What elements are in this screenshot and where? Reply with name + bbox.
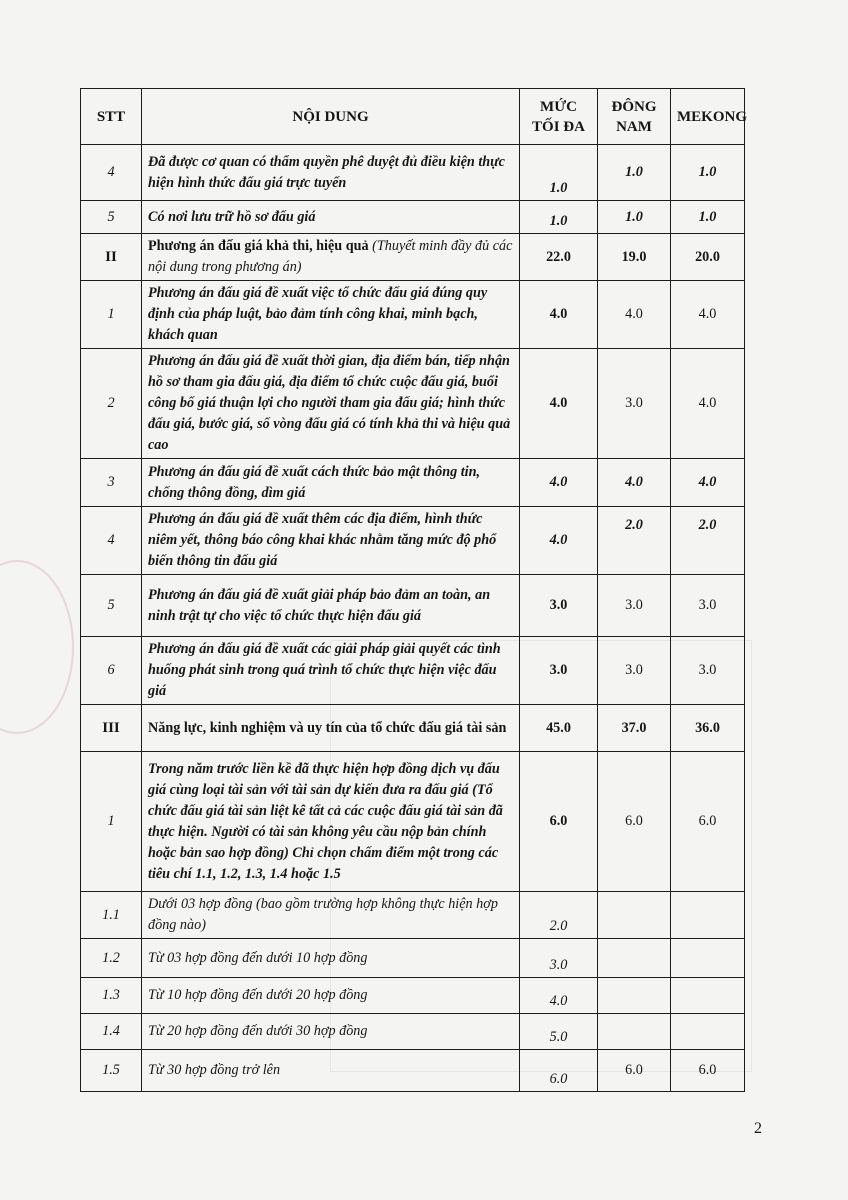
table-row xyxy=(81,459,745,507)
row-content: Có nơi lưu trữ hồ sơ đấu giá xyxy=(142,201,520,234)
row-dongnam: 3.0 xyxy=(598,349,671,459)
row-max: 4.0 xyxy=(520,349,598,459)
table-row xyxy=(81,978,745,1014)
row-stt: 2 xyxy=(81,349,142,459)
row-stt: 1.5 xyxy=(81,1050,142,1092)
row-content: Phương án đấu giá đề xuất thời gian, địa điểm bán, tiếp nhận hồ sơ tham gia đấu giá, địa điểm tổ chức cuộc đấu giá, buổi công bố giá thuận lợi cho người tham gia đấu giá; hình thức đấu giá, bước giá, số vòng đấu giá có tính khả thi và hiệu quả cao xyxy=(142,349,520,459)
row-mekong: 3.0 xyxy=(671,575,745,637)
table-row xyxy=(81,507,745,575)
row-content: Từ 03 hợp đồng đến dưới 10 hợp đồng xyxy=(142,939,520,978)
table-row xyxy=(81,575,745,637)
row-stt: 1 xyxy=(81,281,142,349)
row-mekong: 4.0 xyxy=(671,349,745,459)
row-mekong: 3.0 xyxy=(671,637,745,705)
row-content xyxy=(142,234,520,281)
row-mekong: 6.0 xyxy=(671,1050,745,1092)
row-dongnam: 19.0 xyxy=(598,234,671,281)
row-dongnam: 6.0 xyxy=(598,1050,671,1092)
row-stt: 6 xyxy=(81,637,142,705)
row-max: 5.0 xyxy=(520,1014,598,1050)
row-mekong: 4.0 xyxy=(671,281,745,349)
row-stt: 4 xyxy=(81,507,142,575)
row-stt: 3 xyxy=(81,459,142,507)
section-note: (Thuyết minh đầy đủ các nội dung trong phương án) xyxy=(148,238,513,275)
row-mekong xyxy=(671,1014,745,1050)
row-max: 1.0 xyxy=(520,145,598,201)
table-row xyxy=(81,145,745,201)
header-stt: STT xyxy=(81,89,142,145)
row-stt: II xyxy=(81,234,142,281)
row-max: 45.0 xyxy=(520,705,598,752)
row-stt: III xyxy=(81,705,142,752)
table-row xyxy=(81,752,745,892)
row-content: Từ 20 hợp đồng đến dưới 30 hợp đồng xyxy=(142,1014,520,1050)
row-dongnam: 6.0 xyxy=(598,752,671,892)
row-dongnam: 3.0 xyxy=(598,637,671,705)
row-mekong xyxy=(671,939,745,978)
row-stt: 1.1 xyxy=(81,892,142,939)
header-mekong: MEKONG xyxy=(671,89,745,145)
row-dongnam xyxy=(598,892,671,939)
row-max: 4.0 xyxy=(520,978,598,1014)
row-mekong: 2.0 xyxy=(671,507,745,575)
row-max: 4.0 xyxy=(520,507,598,575)
table-header-row xyxy=(81,89,745,145)
row-dongnam: 1.0 xyxy=(598,201,671,234)
table-row xyxy=(81,939,745,978)
row-max: 3.0 xyxy=(520,637,598,705)
row-mekong xyxy=(671,892,745,939)
row-content: Phương án đấu giá đề xuất giải pháp bảo đảm an toàn, an ninh trật tự cho việc tổ chức thực hiện đấu giá xyxy=(142,575,520,637)
row-max: 4.0 xyxy=(520,459,598,507)
row-content: Trong năm trước liền kề đã thực hiện hợp đồng dịch vụ đấu giá cùng loại tài sản với tài sản dự kiến đưa ra đấu giá (Tổ chức đấu giá tài sản liệt kê tất cả các cuộc đấu giá tài sản đã thực hiện. Người có tài sản không yêu cầu nộp bản chính hoặc bản sao hợp đồng) Chỉ chọn chấm điểm một trong các tiêu chí 1.1, 1.2, 1.3, 1.4 hoặc 1.5 xyxy=(142,752,520,892)
row-stt: 1 xyxy=(81,752,142,892)
row-dongnam: 37.0 xyxy=(598,705,671,752)
row-stt: 1.2 xyxy=(81,939,142,978)
row-content: Đã được cơ quan có thẩm quyền phê duyệt đủ điều kiện thực hiện hình thức đấu giá trực tuyến xyxy=(142,145,520,201)
row-max: 2.0 xyxy=(520,892,598,939)
row-mekong: 6.0 xyxy=(671,752,745,892)
row-stt: 5 xyxy=(81,201,142,234)
row-content: Từ 10 hợp đồng đến dưới 20 hợp đồng xyxy=(142,978,520,1014)
row-max: 1.0 xyxy=(520,201,598,234)
row-dongnam: 1.0 xyxy=(598,145,671,201)
row-max: 22.0 xyxy=(520,234,598,281)
row-stt: 4 xyxy=(81,145,142,201)
row-mekong: 36.0 xyxy=(671,705,745,752)
row-dongnam: 2.0 xyxy=(598,507,671,575)
row-stt: 1.4 xyxy=(81,1014,142,1050)
table-row xyxy=(81,1014,745,1050)
row-mekong xyxy=(671,978,745,1014)
faded-seal xyxy=(0,560,74,734)
row-content: Phương án đấu giá đề xuất thêm các địa điểm, hình thức niêm yết, thông báo công khai khác nhằm tăng mức độ phổ biến thông tin đấu giá xyxy=(142,507,520,575)
section-title: Phương án đấu giá khả thi, hiệu quả xyxy=(148,238,369,254)
row-content: Phương án đấu giá đề xuất cách thức bảo mật thông tin, chống thông đồng, dìm giá xyxy=(142,459,520,507)
page-number: 2 xyxy=(754,1120,762,1137)
row-mekong: 1.0 xyxy=(671,201,745,234)
row-content: Dưới 03 hợp đồng (bao gồm trường hợp không thực hiện hợp đồng nào) xyxy=(142,892,520,939)
row-dongnam: 4.0 xyxy=(598,459,671,507)
row-max: 3.0 xyxy=(520,575,598,637)
row-stt: 1.3 xyxy=(81,978,142,1014)
row-max: 6.0 xyxy=(520,1050,598,1092)
row-max: 4.0 xyxy=(520,281,598,349)
row-content: Năng lực, kinh nghiệm và uy tín của tổ chức đấu giá tài sản xyxy=(142,705,520,752)
header-dongnam: ĐÔNG NAM xyxy=(598,89,671,145)
table-row xyxy=(81,637,745,705)
header-max: MỨC TỐI ĐA xyxy=(520,89,598,145)
row-max: 6.0 xyxy=(520,752,598,892)
row-dongnam: 4.0 xyxy=(598,281,671,349)
row-dongnam xyxy=(598,1014,671,1050)
row-mekong: 4.0 xyxy=(671,459,745,507)
row-mekong: 1.0 xyxy=(671,145,745,201)
header-content: NỘI DUNG xyxy=(142,89,520,145)
row-dongnam: 3.0 xyxy=(598,575,671,637)
row-dongnam xyxy=(598,978,671,1014)
row-content: Phương án đấu giá đề xuất các giải pháp giải quyết các tình huống phát sinh trong quá trình tổ chức thực hiện việc đấu giá xyxy=(142,637,520,705)
row-mekong: 20.0 xyxy=(671,234,745,281)
row-dongnam xyxy=(598,939,671,978)
scoring-table xyxy=(80,88,745,1092)
table-row-section xyxy=(81,234,745,281)
table-row xyxy=(81,281,745,349)
table-row xyxy=(81,892,745,939)
row-content: Từ 30 hợp đồng trở lên xyxy=(142,1050,520,1092)
table-row xyxy=(81,201,745,234)
table-row xyxy=(81,1050,745,1092)
row-max: 3.0 xyxy=(520,939,598,978)
row-content: Phương án đấu giá đề xuất việc tổ chức đấu giá đúng quy định của pháp luật, bảo đảm tính công khai, minh bạch, khách quan xyxy=(142,281,520,349)
table-row-section xyxy=(81,705,745,752)
row-stt: 5 xyxy=(81,575,142,637)
table-row xyxy=(81,349,745,459)
